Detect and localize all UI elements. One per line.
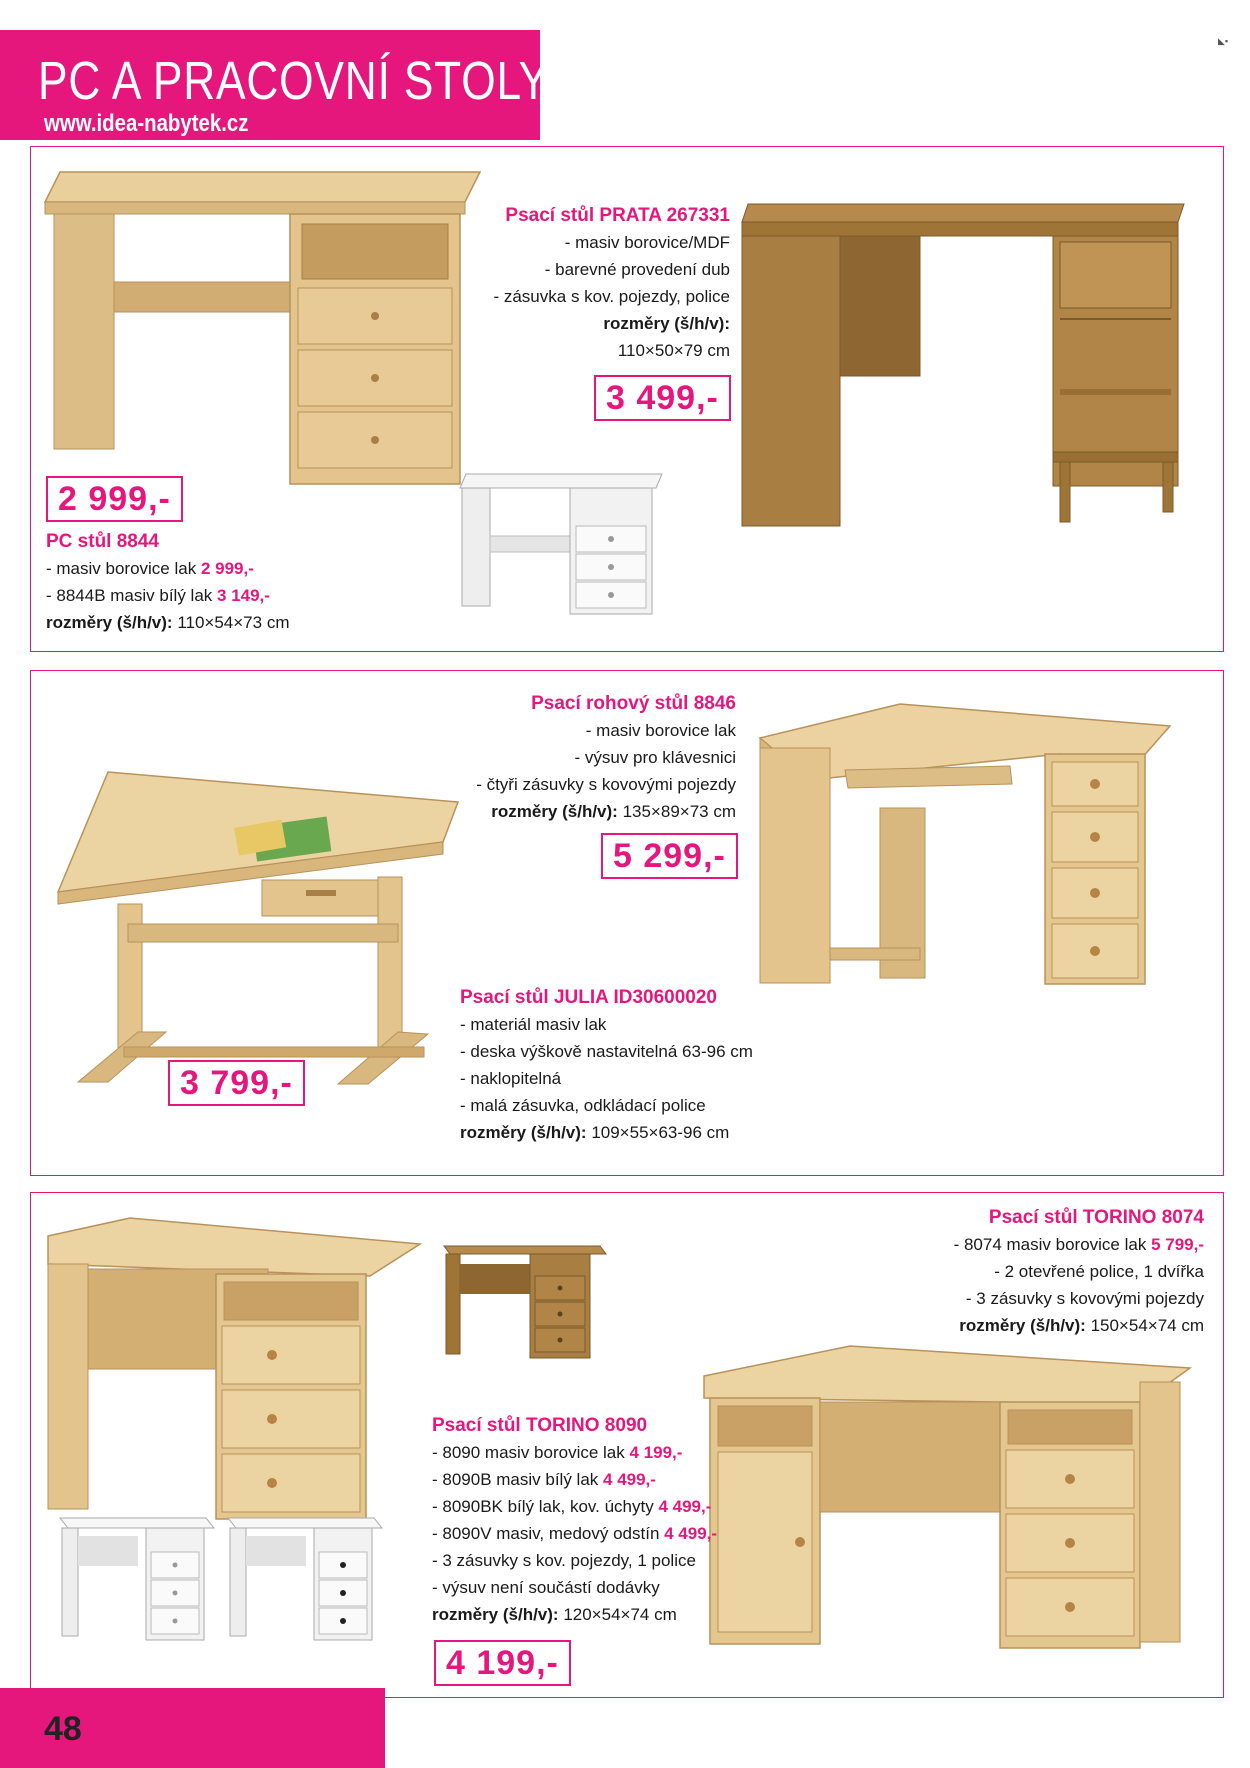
torino-8090-variant-price: 4 499,- bbox=[664, 1524, 718, 1543]
corner-8846-price: 5 299,- bbox=[601, 833, 738, 879]
torino-8090-white-image bbox=[56, 1512, 218, 1642]
torino-8090-variant: - 8090V masiv, medový odstín bbox=[432, 1524, 665, 1543]
torino-8090-dims-label: rozměry (š/h/v): bbox=[432, 1605, 559, 1624]
pc-8844-title: PC stůl 8844 bbox=[46, 531, 159, 552]
corner-8846-feature: - čtyři zásuvky s kovovými pojezdy bbox=[476, 775, 736, 794]
julia-feature: - deska výškově nastavitelná 63-96 cm bbox=[460, 1042, 753, 1061]
pc-8844-dims-label: rozměry (š/h/v): bbox=[46, 613, 173, 632]
torino-8090-honey-image bbox=[440, 1240, 610, 1360]
pc-8844-variant-price: 2 999,- bbox=[200, 559, 254, 578]
torino-8074-dims-label: rozměry (š/h/v): bbox=[959, 1316, 1086, 1335]
corner-8846-feature: - výsuv pro klávesnici bbox=[574, 748, 736, 767]
torino-8074-variant-price: 5 799,- bbox=[1151, 1235, 1204, 1254]
torino-8074-feature: - 2 otevřené police, 1 dvířka bbox=[994, 1262, 1204, 1281]
torino-8074-variant: - 8074 masiv borovice lak bbox=[953, 1235, 1152, 1254]
torino-8090-variant: - 8090BK bílý lak, kov. úchyty bbox=[432, 1497, 659, 1516]
corner-8846-image bbox=[750, 698, 1180, 988]
torino-8090-feature: - 3 zásuvky s kov. pojezdy, 1 police bbox=[432, 1551, 696, 1570]
corner-8846-title: Psací rohový stůl 8846 bbox=[531, 693, 736, 714]
page-number: 48 bbox=[44, 1710, 82, 1748]
prata-dims-value: 110×50×79 cm bbox=[617, 341, 730, 360]
corner-8846-dims-value: 135×89×73 cm bbox=[617, 802, 736, 821]
torino-8074-feature: - 3 zásuvky s kovovými pojezdy bbox=[965, 1289, 1204, 1308]
prata-dims-label: rozměry (š/h/v): bbox=[603, 314, 730, 333]
prata-267331-image bbox=[738, 194, 1192, 534]
prata-feature: - zásuvka s kov. pojezdy, police bbox=[493, 287, 730, 306]
prata-title: Psací stůl PRATA 267331 bbox=[505, 205, 730, 226]
torino-8090-feature: - výsuv není součástí dodávky bbox=[432, 1578, 660, 1597]
julia-info bbox=[460, 984, 753, 1146]
corner-8846-dims-label: rozměry (š/h/v): bbox=[491, 802, 618, 821]
torino-8074-dims-value: 150×54×74 cm bbox=[1085, 1316, 1204, 1335]
torino-8074-title: Psací stůl TORINO 8074 bbox=[988, 1207, 1204, 1228]
julia-dims-label: rozměry (š/h/v): bbox=[460, 1123, 587, 1142]
pc-8844-dims-value: 110×54×73 cm bbox=[172, 613, 290, 632]
torino-8090-white-black-knobs-image bbox=[224, 1512, 386, 1642]
footer-bar bbox=[0, 1688, 385, 1768]
julia-price-tag: 3 799,- bbox=[168, 1060, 305, 1106]
julia-dims-value: 109×55×63-96 cm bbox=[586, 1123, 730, 1142]
corner-8846-feature: - masiv borovice lak bbox=[585, 721, 736, 740]
julia-feature: - naklopitelná bbox=[460, 1069, 562, 1088]
pc-8844-variant-price: 3 149,- bbox=[217, 586, 270, 605]
julia-feature: - materiál masiv lak bbox=[460, 1015, 607, 1034]
torino-8090-info bbox=[432, 1412, 717, 1628]
prata-feature: - masiv borovice/MDF bbox=[564, 233, 730, 252]
torino-8090-dims-value: 120×54×74 cm bbox=[558, 1605, 677, 1624]
torino-8090-variant-price: 4 499,- bbox=[658, 1497, 712, 1516]
torino-8090-pine-image bbox=[40, 1214, 430, 1514]
prata-price: 3 499,- bbox=[594, 375, 731, 421]
prata-feature: - barevné provedení dub bbox=[544, 260, 730, 279]
torino-8074-info bbox=[954, 1204, 1204, 1339]
torino-8090-variant-price: 4 199,- bbox=[629, 1443, 683, 1462]
corner-8846-info bbox=[476, 690, 736, 825]
header-banner bbox=[0, 30, 550, 140]
torino-8090-variant: - 8090 masiv borovice lak bbox=[432, 1443, 630, 1462]
julia-feature: - malá zásuvka, odkládací police bbox=[460, 1096, 706, 1115]
website-link[interactable]: www.idea-nabytek.cz bbox=[44, 110, 249, 137]
torino-8074-image bbox=[700, 1342, 1194, 1648]
corner-mark: ◣▪ bbox=[1218, 36, 1229, 46]
julia-title: Psací stůl JULIA ID30600020 bbox=[460, 987, 717, 1008]
page-title: PC A PRACOVNÍ STOLY bbox=[38, 51, 550, 111]
torino-8090-price: 4 199,- bbox=[434, 1640, 571, 1686]
pc-8844-info bbox=[46, 528, 289, 636]
pc-8844-price-tag: 2 999,- bbox=[46, 476, 183, 522]
julia-desk-image bbox=[38, 762, 468, 1092]
pc-8844-pine-image bbox=[40, 152, 490, 492]
torino-8090-variant-price: 4 499,- bbox=[603, 1470, 656, 1489]
pc-8844-white-image bbox=[458, 466, 670, 618]
pc-8844-variant: - masiv borovice lak bbox=[46, 559, 201, 578]
torino-8090-variant: - 8090B masiv bílý lak bbox=[432, 1470, 604, 1489]
pc-8844-variant: - 8844B masiv bílý lak bbox=[46, 586, 218, 605]
prata-info bbox=[493, 202, 730, 364]
torino-8090-title: Psací stůl TORINO 8090 bbox=[432, 1415, 648, 1436]
